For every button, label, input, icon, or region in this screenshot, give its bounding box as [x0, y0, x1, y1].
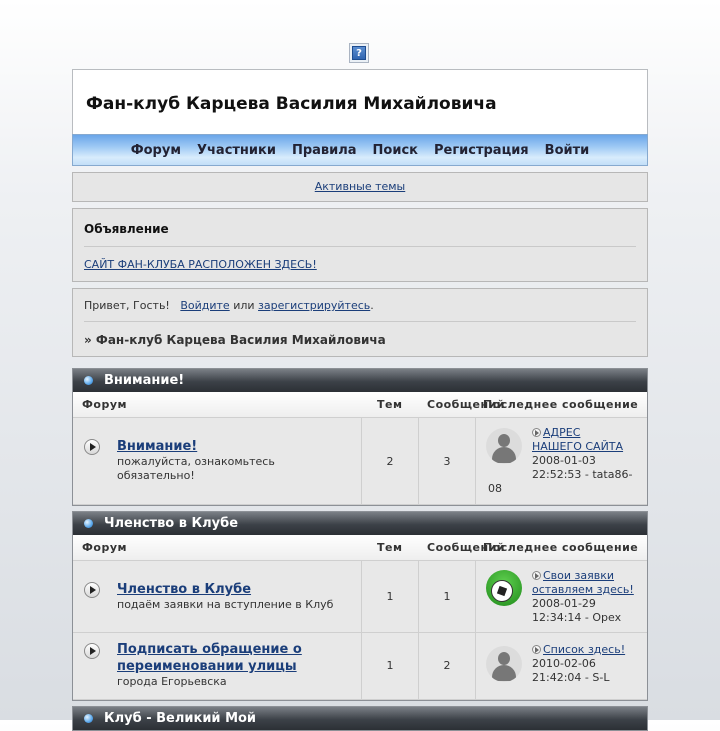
col-posts: Сообщений — [427, 541, 506, 554]
soccer-ball-icon — [486, 570, 522, 606]
nav-forum[interactable]: Форум — [130, 142, 181, 158]
last-post-link-cont[interactable]: НАШЕГО САЙТА — [532, 440, 624, 453]
forum-arrow-icon — [84, 582, 100, 598]
forum-arrow-icon — [84, 439, 100, 455]
col-forum: Форум — [82, 398, 128, 411]
forum-title-line[interactable]: переименовании улицы — [117, 659, 297, 674]
active-topics-link[interactable]: Активные темы — [314, 180, 406, 193]
forum-description-line: обязательно! — [117, 469, 195, 482]
last-post-time-user: 21:42:04 - S-L — [532, 671, 610, 684]
greeting-line — [84, 299, 374, 312]
last-post-date: 2008-01-29 — [532, 597, 596, 610]
forum-row — [73, 633, 647, 700]
last-post-link[interactable]: Список здесь! — [543, 643, 626, 656]
nav-register[interactable]: Регистрация — [434, 142, 529, 158]
forum-description — [117, 675, 227, 689]
category-title: Клуб - Великий Мой — [104, 711, 257, 726]
col-topics: Тем — [377, 398, 403, 411]
forum-container — [72, 69, 648, 731]
forum-title[interactable]: Членство в Клубе — [117, 582, 252, 597]
bullet-icon — [84, 519, 93, 528]
bullet-icon — [84, 376, 93, 385]
forum-row — [73, 418, 647, 505]
separator — [418, 561, 419, 632]
category-header[interactable] — [73, 369, 647, 392]
forum-description — [117, 598, 333, 612]
go-to-post-icon[interactable] — [532, 428, 541, 437]
topics-count: 2 — [386, 455, 394, 468]
or-text: или — [233, 299, 255, 312]
period-text: . — [370, 299, 374, 312]
breadcrumb[interactable]: » Фан-клуб Карцева Василия Михайловича — [84, 333, 386, 347]
category-title: Членство в Клубе — [104, 516, 239, 531]
announcement-title: Объявление — [84, 222, 169, 236]
forum-description-line: пожалуйста, ознакомьтесь — [117, 455, 275, 468]
divider — [84, 321, 636, 322]
question-icon: ? — [352, 46, 366, 60]
nav-members[interactable]: Участники — [196, 142, 276, 158]
posts-count: 3 — [443, 455, 451, 468]
col-last-post: Последнее сообщение — [483, 398, 639, 411]
forum-description — [117, 455, 275, 483]
separator — [361, 561, 362, 632]
col-last-post: Последнее сообщение — [483, 541, 639, 554]
posts-count: 1 — [443, 590, 451, 603]
announcement-link[interactable]: САЙТ ФАН-КЛУБА РАСПОЛОЖЕН ЗДЕСЬ! — [84, 258, 317, 271]
forum-title[interactable] — [117, 641, 302, 675]
last-post-time-user: 22:52:53 - tata86- — [532, 468, 633, 481]
category-membership — [72, 511, 648, 701]
separator — [361, 418, 362, 504]
nav-login[interactable]: Войти — [544, 142, 590, 158]
col-topics: Тем — [377, 541, 403, 554]
category-title: Внимание! — [104, 373, 185, 388]
bullet-icon — [84, 714, 93, 723]
nav-rules[interactable]: Правила — [291, 142, 357, 158]
go-to-post-icon[interactable] — [532, 571, 541, 580]
separator — [418, 633, 419, 699]
col-forum: Форум — [82, 541, 128, 554]
last-post-link-cont[interactable]: оставляем здесь! — [532, 583, 634, 596]
forum-arrow-icon — [84, 643, 100, 659]
last-post-user-tail: 08 — [488, 482, 502, 495]
last-post-link[interactable]: АДРЕС — [543, 426, 581, 439]
nav-search[interactable]: Поиск — [372, 142, 418, 158]
person-avatar-icon — [486, 646, 522, 682]
col-posts: Сообщений — [427, 398, 506, 411]
main-nav — [72, 134, 648, 166]
forum-description-line: подаём заявки на вступление в Клуб — [117, 598, 334, 611]
person-avatar-icon — [486, 428, 522, 464]
site-header — [72, 69, 648, 134]
announcement-box — [72, 208, 648, 282]
go-to-post-icon[interactable] — [532, 645, 541, 654]
last-post-date: 2010-02-06 — [532, 657, 596, 670]
last-post — [532, 569, 642, 625]
posts-count: 2 — [443, 659, 451, 672]
column-headers — [73, 535, 647, 561]
last-post-time-user: 12:34:14 - Opex — [532, 611, 622, 624]
greeting-text: Привет, Гость! — [84, 299, 170, 312]
category-attention — [72, 368, 648, 506]
register-link[interactable]: зарегистрируйтесь — [258, 299, 371, 312]
forum-title[interactable]: Внимание! — [117, 439, 198, 454]
separator — [418, 418, 419, 504]
last-post — [532, 643, 642, 685]
last-post-link[interactable]: Свои заявки — [543, 569, 615, 582]
separator — [361, 633, 362, 699]
active-topics-bar — [72, 172, 648, 202]
topics-count: 1 — [386, 659, 394, 672]
separator — [475, 418, 476, 504]
category-header[interactable] — [73, 707, 647, 730]
column-headers — [73, 392, 647, 418]
divider — [84, 246, 636, 247]
category-header[interactable] — [73, 512, 647, 535]
site-title: Фан-клуб Карцева Василия Михайловича — [86, 94, 497, 114]
login-link[interactable]: Войдите — [180, 299, 230, 312]
last-post — [532, 426, 642, 482]
last-post-date: 2008-01-03 — [532, 454, 596, 467]
topics-count: 1 — [386, 590, 394, 603]
forum-title-line[interactable]: Подписать обращение о — [117, 642, 302, 657]
forum-description-line: города Егорьевска — [117, 675, 227, 688]
separator — [475, 633, 476, 699]
forum-row — [73, 561, 647, 633]
help-button[interactable] — [349, 43, 369, 63]
greeting-box — [72, 288, 648, 357]
separator — [475, 561, 476, 632]
category-club — [72, 706, 648, 731]
